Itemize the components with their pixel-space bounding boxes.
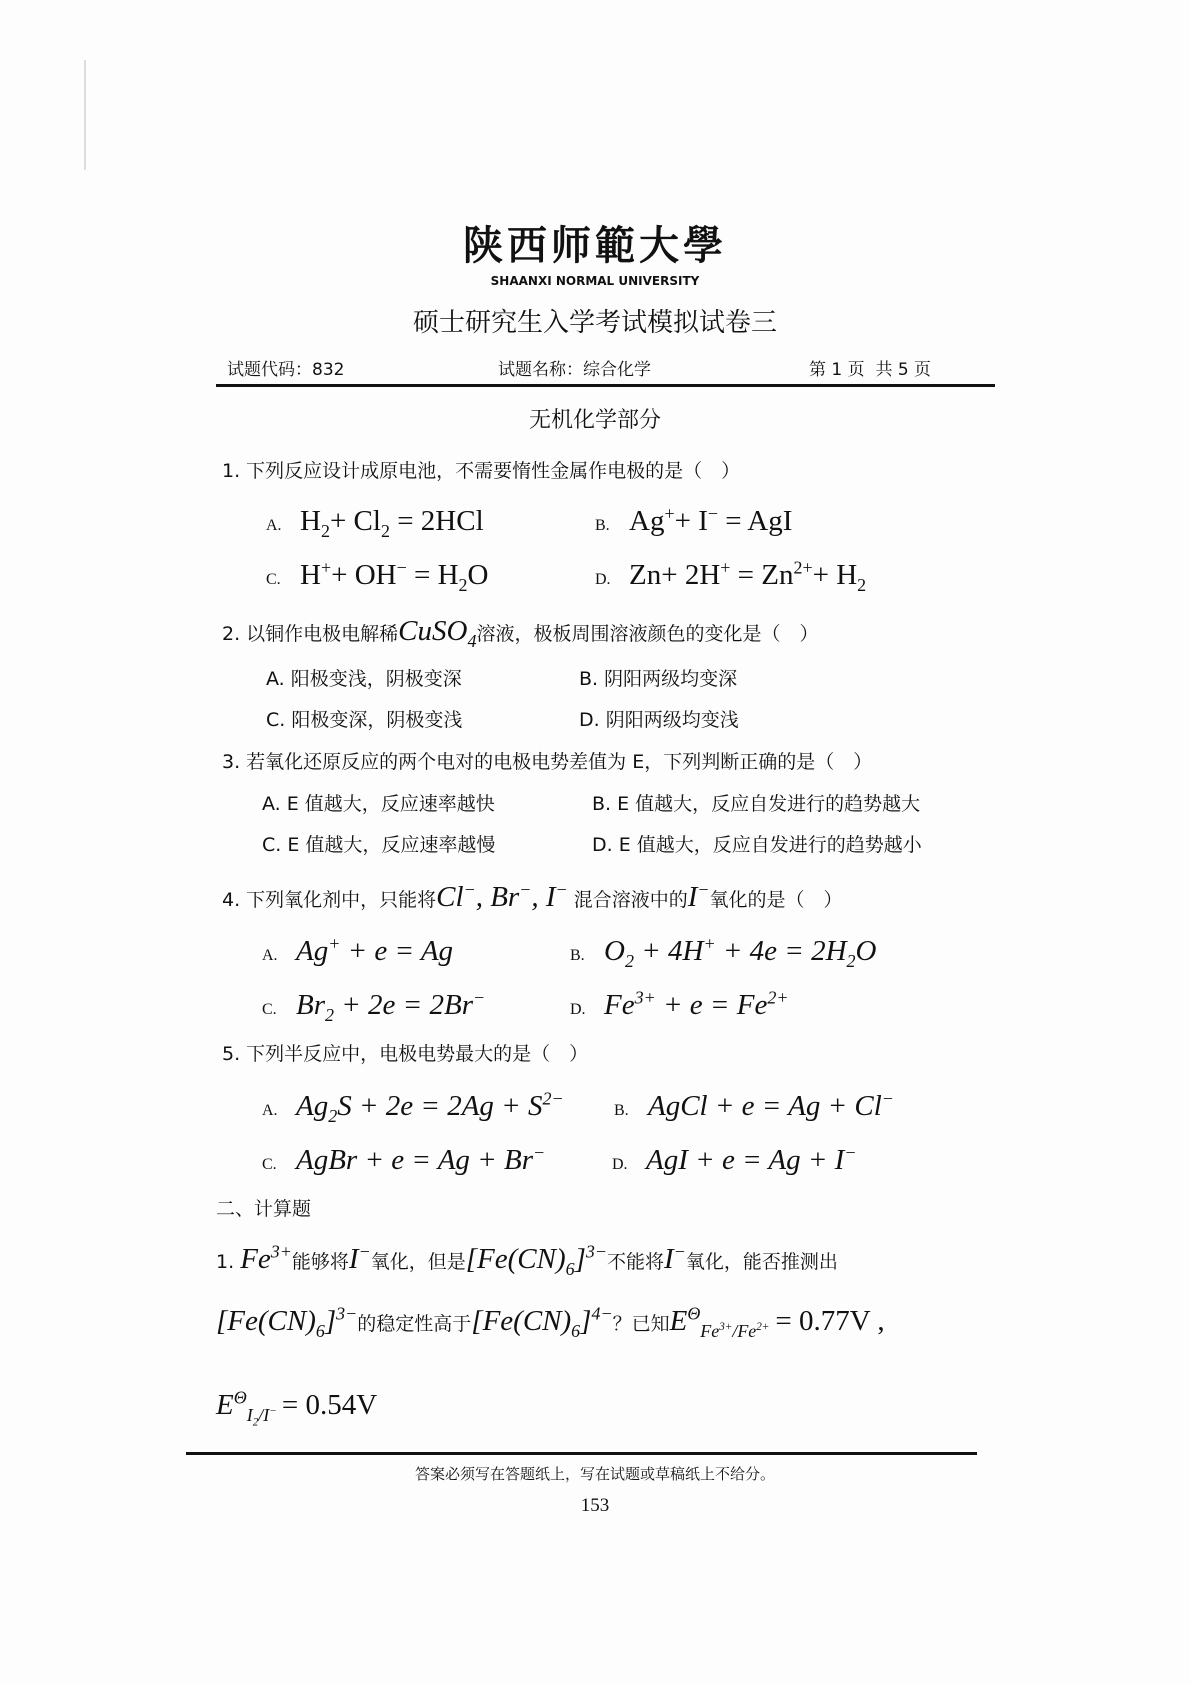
question-2: 2. 以铜作电极电解稀CuSO$_4$溶液，极板周围溶液颜色的变化是（ ）	[222, 615, 819, 651]
footer-note: 答案必须写在答题纸上，写在试题或草稿纸上不给分。	[414, 1465, 775, 1483]
q5-option-d: D. AgI + e = Ag + I−	[612, 1142, 857, 1176]
exam-code: 试题代码：832	[227, 360, 345, 380]
q2-option-b: B. 阴阳两级均变深	[579, 668, 738, 690]
q4-option-b: B. $O_2 + 4H^+ + 4e = 2H_2O$	[570, 933, 877, 971]
q1-option-d: D. $Zn+ 2H^+ = Zn^{2+}+ H_2$	[595, 557, 867, 595]
page-number: 153	[580, 1495, 610, 1516]
calc-question-1-line1: 1. $Fe^{3+}$能够将I−氧化，但是$[Fe(CN)_6]^{3-}$不能将I−氧化，能否推测出	[216, 1241, 838, 1279]
q3-option-a: A. E 值越大，反应速率越快	[262, 793, 495, 815]
section-title: 无机化学部分	[528, 408, 661, 433]
q3-option-b: B. E 值越大，反应自发进行的趋势越大	[592, 793, 921, 815]
section-2-title: 二、计算题	[216, 1198, 312, 1220]
calc-question-1-line2: $[Fe(CN)_6]^{3-}$的稳定性高于$[Fe(CN)_6]^{4-}$？已知$E^\Theta_{Fe^{3+}/Fe^{2+}} = 0.77V$ ,	[216, 1303, 885, 1341]
calc-question-1-line3: $E^\Theta_{I_2/I^-} = 0.54V$	[216, 1387, 378, 1429]
question-3: 3. 若氧化还原反应的两个电对的电极电势差值为 E，下列判断正确的是（ ）	[222, 751, 873, 773]
scan-edge	[84, 60, 86, 170]
q1-option-c: C. $H^++ OH^- = H_2O$	[266, 557, 489, 595]
q1-option-b: B. Ag++ I− = AgI	[595, 503, 793, 537]
q5-option-a: A. $Ag_2S + 2e = 2Ag + S^{2-}$	[262, 1088, 564, 1126]
question-4: 4. 下列氧化剂中，只能将Cl−, Br−, I− 混合溶液中的I−氧化的是（ ）	[222, 879, 843, 913]
exam-subject: 试题名称：综合化学	[498, 360, 651, 380]
q3-option-c: C. E 值越大，反应速率越慢	[262, 834, 496, 856]
exam-title: 硕士研究生入学考试模拟试卷三	[412, 308, 777, 338]
header-rule	[216, 384, 995, 387]
q4-option-d: D. $Fe^{3+} + e = Fe^{2+}$	[570, 987, 789, 1021]
q1-option-a: A. $H_2+ Cl_2 = 2HCl$	[266, 505, 484, 541]
q2-option-c: C. 阳极变深，阴极变浅	[266, 709, 463, 731]
q2-option-d: D. 阴阳两级均变浅	[579, 709, 739, 731]
q4-option-a: A. Ag+ + e = Ag	[262, 933, 454, 967]
question-5: 5. 下列半反应中，电极电势最大的是（ ）	[222, 1043, 589, 1065]
q2-option-a: A. 阳极变浅，阴极变深	[266, 668, 462, 690]
q5-option-b: B. AgCl + e = Ag + Cl−	[614, 1088, 894, 1122]
question-1: 1. 下列反应设计成原电池，不需要惰性金属作电极的是（ ）	[222, 460, 741, 482]
university-name-en: SHAANXI NORMAL UNIVERSITY	[490, 274, 700, 288]
q4-option-c: C. $Br_2 + 2e = 2Br^-$	[262, 987, 486, 1025]
university-logo: 陕西师範大學	[463, 222, 727, 269]
page-of: 第 1 页 共 5 页	[809, 360, 932, 380]
q5-option-c: C. AgBr + e = Ag + Br−	[262, 1142, 546, 1176]
footer-rule	[186, 1452, 977, 1455]
q3-option-d: D. E 值越大，反应自发进行的趋势越小	[592, 834, 922, 856]
